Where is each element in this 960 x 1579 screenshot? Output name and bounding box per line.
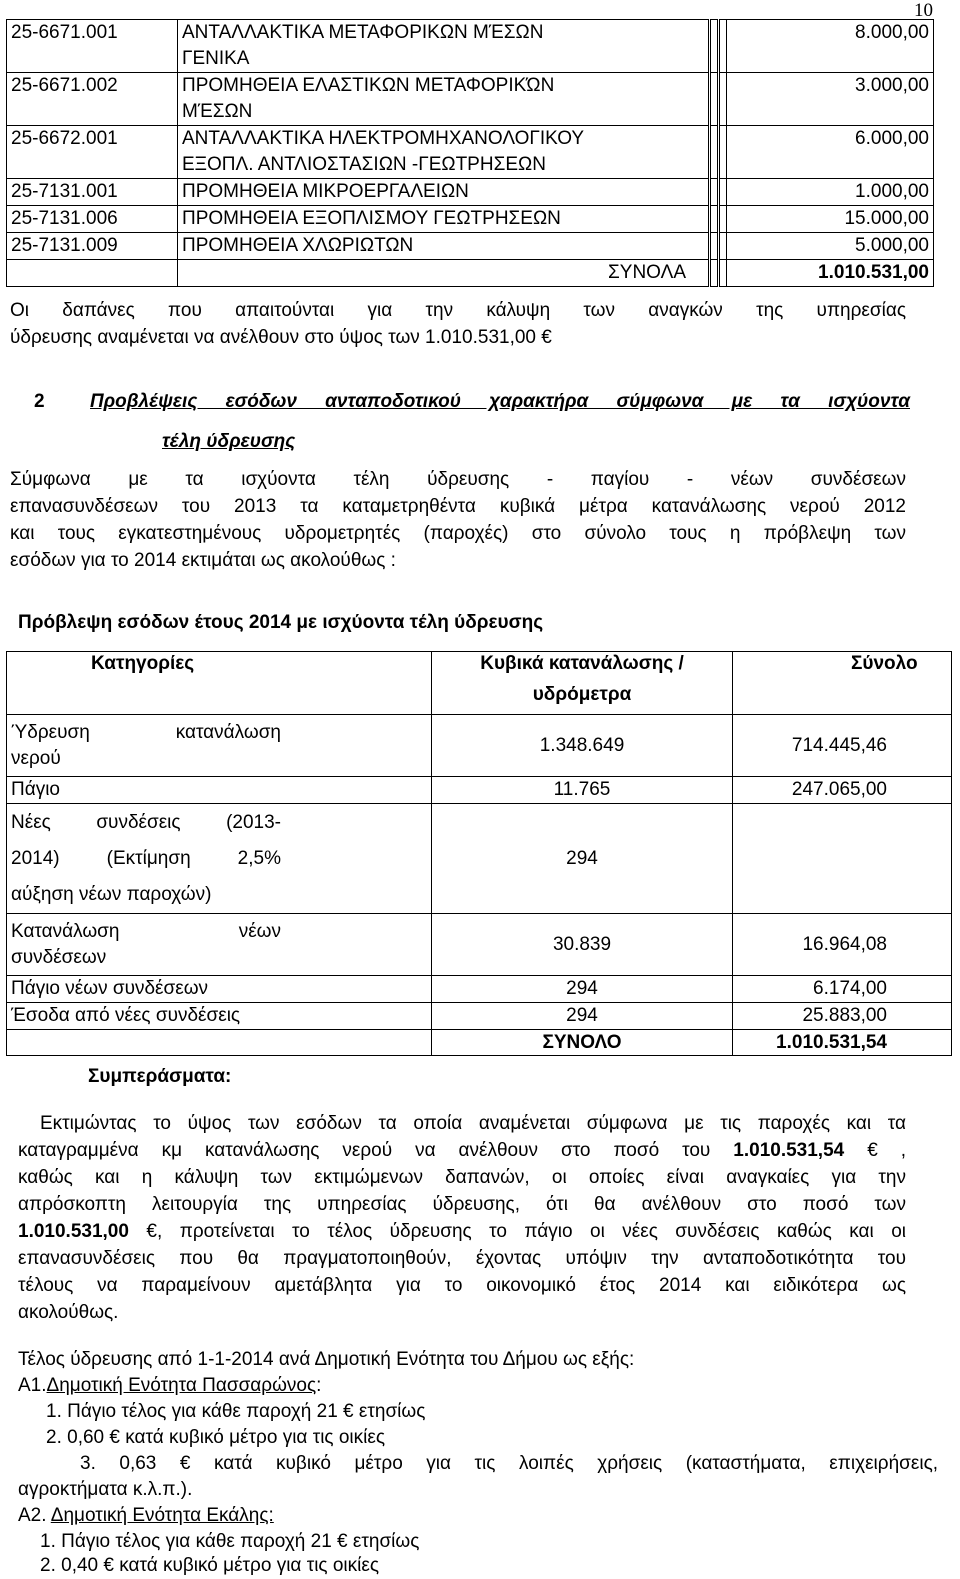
conclusion-line-1: Εκτιμώντας το ύψος των εσόδων τα οποία αναμένεται σύμφωνα με τις παροχές και τα	[40, 1113, 906, 1134]
budget-desc: ΠΡΟΜΗΘΕΙΑ ΕΛΑΣΤΙΚΩΝ ΜΕΤΑΦΟΡΙΚΏΝ ΜΈΣΩΝ	[178, 73, 710, 126]
budget-table	[6, 19, 934, 287]
budget-code: 25-6672.001	[7, 126, 178, 179]
conclusion-line-4: απρόσκοπτη λειτουργία της υπηρεσίας ύδρευσης, ότι θα ανέλθουν στο ποσό των	[18, 1194, 906, 1215]
total-empty	[7, 1030, 432, 1056]
forecast-cubic: 294	[432, 804, 733, 914]
forecast-row	[7, 976, 952, 1003]
forecast-cubic: 30.839	[432, 914, 733, 976]
forecast-heading: Πρόβλεψη εσόδων έτους 2014 με ισχύοντα τέλη ύδρευσης	[18, 612, 544, 633]
budget-sep	[710, 126, 719, 179]
section-para-3: και τους εγκατεστημένους υδρομετρητές (παροχές) στο σύνολο τους η πρόβλεψη των	[10, 523, 906, 544]
budget-sep	[719, 126, 727, 179]
budget-sep	[710, 206, 719, 233]
forecast-cubic: 294	[432, 976, 733, 1003]
budget-desc: ΠΡΟΜΗΘΕΙΑ ΜΙΚΡΟΕΡΓΑΛΕΙΩΝ	[178, 179, 710, 206]
forecast-category: Πάγιο νέων συνδέσεων	[7, 976, 432, 1003]
forecast-category: Ύδρευση κατανάλωση νερού	[7, 715, 432, 777]
forecast-total: 247.065,00	[733, 777, 952, 804]
budget-sep	[719, 206, 727, 233]
budget-code: 25-6671.001	[7, 20, 178, 73]
budget-amount: 8.000,00	[727, 20, 934, 73]
forecast-total: 714.445,46	[733, 715, 952, 777]
budget-sep	[719, 260, 727, 287]
budget-sep	[710, 179, 719, 206]
forecast-category: Πάγιο	[7, 777, 432, 804]
expense-line-1: Οι δαπάνες που απαιτούνται για την κάλυψη των αναγκών της υπηρεσίας	[10, 300, 906, 321]
budget-row	[7, 206, 934, 233]
conclusion-line-3: καθώς και η κάλυψη των εκτιμώμενων δαπανών, οι οποίες είναι αναγκαίες για την	[18, 1167, 906, 1188]
budget-amount: 15.000,00	[727, 206, 934, 233]
budget-desc: ΑΝΤΑΛΛΑΚΤΙΚΑ ΗΛΕΚΤΡΟΜΗΧΑΝΟΛΟΓΙΚΟΥ ΕΞΟΠΛ. ΑΝΤΛΙΟΣΤΑΣΙΩΝ -ΓΕΩΤΡΗΣΕΩΝ	[178, 126, 710, 179]
budget-row	[7, 73, 934, 126]
forecast-row	[7, 1003, 952, 1030]
budget-sep	[719, 20, 727, 73]
conclusion-line-6: επανασυνδέσεις που θα πραγματοποιηθούν, έχοντας υπόψιν την ανταποδοτικότητα του	[18, 1248, 906, 1269]
fees-a2-item-2: 2. 0,40 € κατά κυβικό μέτρο για τις οικίες	[40, 1555, 379, 1576]
section-number: 2	[34, 391, 45, 412]
header-total: Σύνολο	[733, 652, 952, 715]
header-cubic: Κυβικά κατανάλωσης / υδρόμετρα	[432, 652, 733, 715]
section-para-2: επανασυνδέσεων του 2013 τα καταμετρηθέντα κυβικά μέτρα κατανάλωσης νερού 2012	[10, 496, 906, 517]
budget-sep	[710, 260, 719, 287]
budget-sep	[719, 233, 727, 260]
forecast-cubic: 294	[432, 1003, 733, 1030]
budget-code: 25-6671.002	[7, 73, 178, 126]
forecast-cubic: 11.765	[432, 777, 733, 804]
section-para-4: εσόδων για το 2014 εκτιμάται ως ακολούθως :	[10, 550, 396, 571]
budget-amount: 5.000,00	[727, 233, 934, 260]
budget-amount: 3.000,00	[727, 73, 934, 126]
forecast-row	[7, 715, 952, 777]
budget-code: 25-7131.006	[7, 206, 178, 233]
forecast-total	[733, 804, 952, 914]
forecast-total-value: 1.010.531,54	[733, 1030, 952, 1056]
forecast-cubic: 1.348.649	[432, 715, 733, 777]
fees-a1-item-3: 3. 0,63 € κατά κυβικό μέτρο για τις λοιπές χρήσεις (καταστήματα, επιχειρήσεις,	[80, 1453, 938, 1474]
conclusion-line-5: 1.010.531,00 €, προτείνεται το τέλος ύδρευσης το πάγιο οι νέες συνδέσεις καθώς και οι	[18, 1221, 906, 1242]
budget-total-amount: 1.010.531,00	[727, 260, 934, 287]
budget-total-label: ΣΥΝΟΛΑ	[178, 260, 710, 287]
forecast-category: Έσοδα από νέες συνδέσεις	[7, 1003, 432, 1030]
forecast-row	[7, 777, 952, 804]
budget-sep	[710, 20, 719, 73]
budget-desc: ΠΡΟΜΗΘΕΙΑ ΕΞΟΠΛΙΣΜΟΥ ΓΕΩΤΡΗΣΕΩΝ	[178, 206, 710, 233]
conclusion-line-8: ακολούθως.	[18, 1302, 119, 1323]
page-number: 10	[914, 0, 933, 21]
fees-intro: Τέλος ύδρευσης από 1-1-2014 ανά Δημοτική Ενότητα του Δήμου ως εξής:	[18, 1349, 635, 1370]
forecast-total: 6.174,00	[733, 976, 952, 1003]
header-categories: Κατηγορίες	[7, 652, 432, 715]
budget-code: 25-7131.001	[7, 179, 178, 206]
conclusions-label: Συμπεράσματα:	[88, 1066, 232, 1087]
section-title: Προβλέψεις εσόδων ανταποδοτικού χαρακτήρα σύμφωνα με τα ισχύοντα	[90, 391, 910, 412]
expense-line-2: ύδρευσης αναμένεται να ανέλθουν στο ύψος των 1.010.531,00 €	[10, 327, 552, 348]
budget-sep	[710, 233, 719, 260]
budget-row	[7, 233, 934, 260]
budget-row	[7, 126, 934, 179]
section-title-cont: τέλη ύδρευσης	[162, 431, 296, 452]
forecast-row	[7, 914, 952, 976]
conclusion-line-7: τέλους να παραμείνουν αμετάβλητα για το οικονομικό έτος 2014 και ειδικότερα ως	[18, 1275, 906, 1296]
fees-a1: Α1.Δημοτική Ενότητα Πασσαρώνος:	[18, 1375, 322, 1396]
budget-row	[7, 179, 934, 206]
fees-a2-item-1: 1. Πάγιο τέλος για κάθε παροχή 21 € ετησίως	[40, 1531, 420, 1552]
fees-a1-item-1: 1. Πάγιο τέλος για κάθε παροχή 21 € ετησίως	[46, 1401, 426, 1422]
forecast-table	[6, 651, 952, 1056]
budget-sep	[719, 179, 727, 206]
conclusion-line-2: καταγραμμένα κμ κατανάλωσης νερού να ανέλθουν στο ποσό του 1.010.531,54 € ,	[18, 1140, 906, 1161]
fees-a1-item-3-cont: αγροκτήματα κ.λ.π.).	[18, 1479, 193, 1500]
budget-code: 25-7131.009	[7, 233, 178, 260]
forecast-category: Νέες συνδέσεις (2013- 2014) (Εκτίμηση 2,5% αύξηση νέων παροχών)	[7, 804, 432, 914]
forecast-total-label: ΣΥΝΟΛΟ	[432, 1030, 733, 1056]
budget-total-row	[7, 260, 934, 287]
fees-a1-item-2: 2. 0,60 € κατά κυβικό μέτρο για τις οικίες	[46, 1427, 385, 1448]
forecast-total: 25.883,00	[733, 1003, 952, 1030]
fees-a2: Α2. Δημοτική Ενότητα Εκάλης:	[18, 1505, 274, 1526]
forecast-total: 16.964,08	[733, 914, 952, 976]
budget-desc: ΑΝΤΑΛΛΑΚΤΙΚΑ ΜΕΤΑΦΟΡΙΚΩΝ ΜΈΣΩΝ ΓΕΝΙΚΑ	[178, 20, 710, 73]
forecast-row	[7, 804, 952, 914]
budget-amount: 1.000,00	[727, 179, 934, 206]
section-para-1: Σύμφωνα με τα ισχύοντα τέλη ύδρευσης - παγίου - νέων συνδέσεων	[10, 469, 906, 490]
budget-amount: 6.000,00	[727, 126, 934, 179]
budget-row	[7, 20, 934, 73]
budget-total-empty	[7, 260, 178, 287]
budget-sep	[710, 73, 719, 126]
budget-desc: ΠΡΟΜΗΘΕΙΑ ΧΛΩΡΙΩΤΩΝ	[178, 233, 710, 260]
budget-sep	[719, 73, 727, 126]
forecast-category: Κατανάλωση νέων συνδέσεων	[7, 914, 432, 976]
